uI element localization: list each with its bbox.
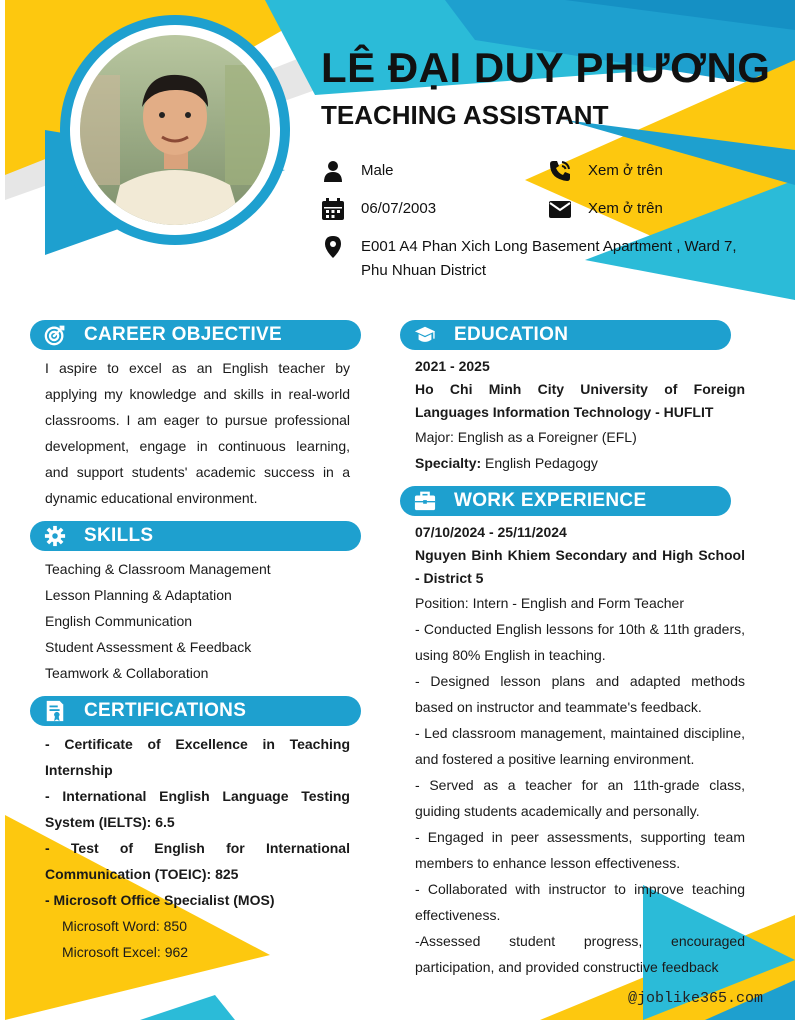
skills-list [45, 556, 350, 686]
section-title: SKILLS [84, 525, 154, 546]
section-education-header [400, 320, 731, 350]
education-content [415, 355, 745, 476]
profile-photo [80, 35, 270, 225]
list-item: - Conducted English lessons for 10th & 11th graders, using 80% English in teaching. [415, 621, 745, 663]
list-item: -Assessed student progress, encouraged participation, and provided constructive feedback [415, 933, 745, 975]
list-item: Microsoft Word: 850 [62, 918, 188, 934]
list-item: - Microsoft Office Specialist (MOS) [45, 892, 275, 908]
phone-icon [548, 159, 572, 183]
resume-page [5, 0, 795, 1020]
work-position: Position: Intern - English and Form Teacher [415, 595, 684, 611]
list-item: - Served as a teacher for an 11th-grade class, guiding students academically and personally. [415, 777, 745, 819]
list-item: English Communication [45, 613, 193, 629]
list-item: - Collaborated with instructor to improve teaching effectiveness. [415, 881, 745, 923]
email-item [548, 197, 663, 221]
section-skills-header [30, 521, 361, 551]
list-item: Lesson Planning & Adaptation [45, 587, 232, 603]
profile-photo-frame [60, 15, 290, 245]
specialty-value: English Pedagogy [481, 455, 598, 471]
certifications-list [45, 731, 350, 965]
list-item: Teaching & Classroom Management [45, 561, 271, 577]
envelope-icon [548, 197, 572, 221]
watermark: @joblike365.com [627, 990, 763, 1007]
birthdate-value: 06/07/2003 [361, 200, 437, 217]
list-item: - Test of English for International Communication (TOEIC): 825 [45, 840, 350, 882]
list-item: Microsoft Excel: 962 [62, 944, 189, 960]
graduation-cap-icon [414, 324, 436, 346]
education-specialty [415, 450, 745, 476]
education-major: Major: English as a Foreigner (EFL) [415, 429, 637, 445]
specialty-label: Specialty: [415, 455, 482, 471]
calendar-icon [321, 197, 345, 221]
address-value: E001 A4 Phan Xich Long Basement Apartment , Ward 7, Phu Nhuan District [361, 238, 737, 279]
section-work-experience-header [400, 486, 731, 516]
list-item: - International English Language Testing System (IELTS): 6.5 [45, 788, 350, 830]
candidate-role: TEACHING ASSISTANT [321, 100, 609, 130]
list-item: - Led classroom management, maintained discipline, and fostered a positive learning environment. [415, 725, 745, 767]
section-career-objective-header [30, 320, 361, 350]
address-item [321, 235, 761, 283]
section-title: CAREER OBJECTIVE [84, 324, 283, 345]
section-title: WORK EXPERIENCE [454, 490, 647, 511]
gender-value: Male [361, 162, 394, 179]
education-school: Ho Chi Minh City University of Foreign Languages Information Technology - HUFLIT [415, 381, 745, 420]
work-company: Nguyen Binh Khiem Secondary and High School - District 5 [415, 547, 745, 586]
section-certifications-header [30, 696, 361, 726]
briefcase-icon [414, 490, 436, 512]
email-value: Xem ở trên [588, 200, 663, 217]
section-title: CERTIFICATIONS [84, 700, 247, 721]
phone-value: Xem ở trên [588, 162, 663, 179]
gender-item [321, 159, 394, 183]
candidate-name: LÊ ĐẠI DUY PHƯƠNG [321, 44, 771, 91]
map-pin-icon [321, 235, 345, 259]
target-icon [44, 324, 66, 346]
list-item: - Engaged in peer assessments, supporting team members to enhance lesson effectiveness. [415, 829, 745, 871]
career-objective-text: I aspire to excel as an English teacher by applying my knowledge and skills in real-world classrooms. I am eager to pursue professional development, engage in continuous learning, and support students' academic success in a dynamic educational environment. [45, 360, 350, 506]
phone-item [548, 159, 663, 183]
work-period: 07/10/2024 - 25/11/2024 [415, 524, 567, 540]
work-experience-content [415, 521, 745, 980]
gear-icon [44, 525, 66, 547]
list-item: Teamwork & Collaboration [45, 665, 209, 681]
certificate-icon [44, 700, 66, 722]
list-item: - Designed lesson plans and adapted methods based on instructor and teammate's feedback. [415, 673, 745, 715]
user-icon [321, 159, 345, 183]
education-period: 2021 - 2025 [415, 358, 490, 374]
list-item: Student Assessment & Feedback [45, 639, 252, 655]
section-title: EDUCATION [454, 324, 569, 345]
birthdate-item [321, 197, 436, 221]
list-item: - Certificate of Excellence in Teaching Internship [45, 736, 350, 778]
